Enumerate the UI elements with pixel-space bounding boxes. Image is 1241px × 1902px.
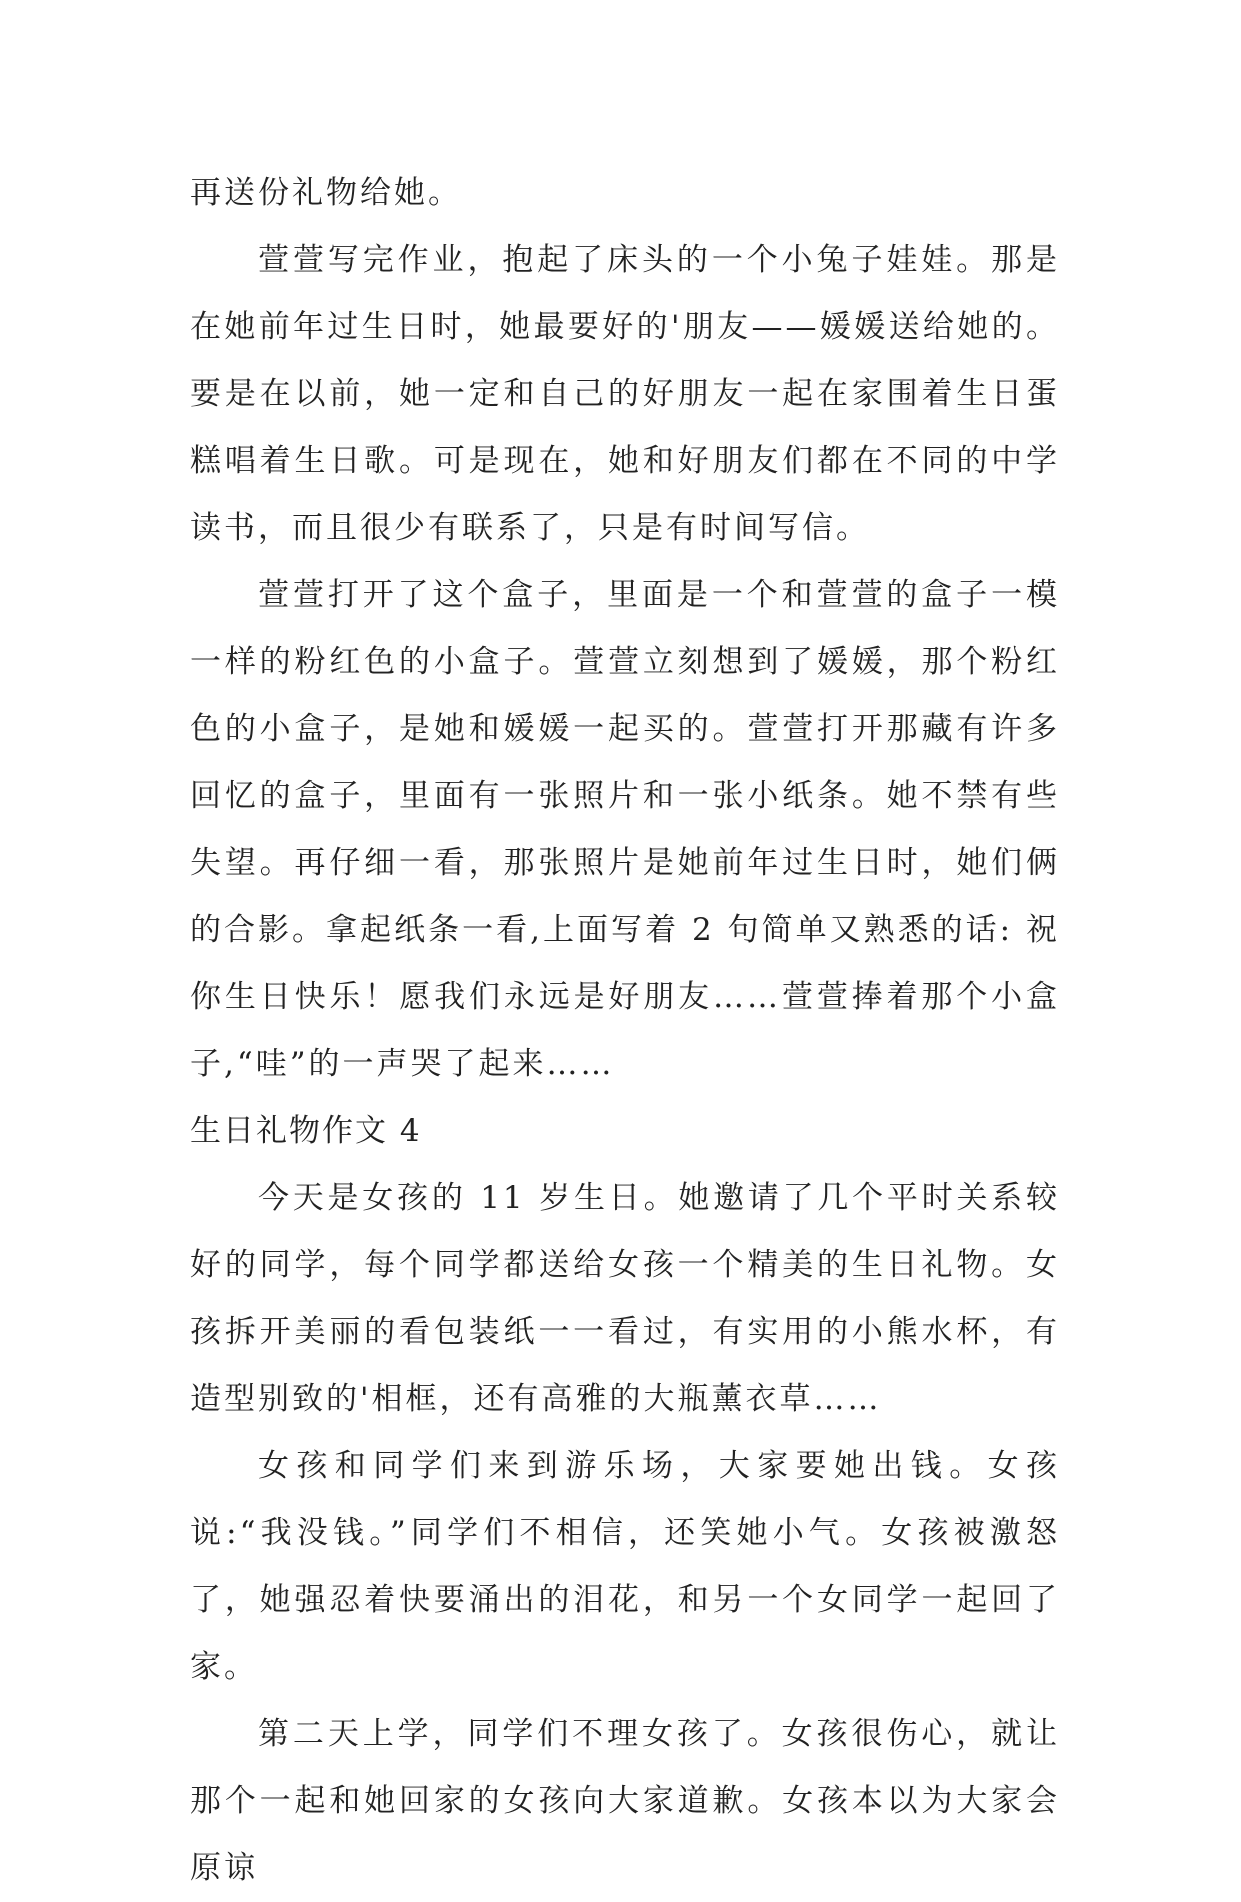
document-body bbox=[190, 160, 1060, 1902]
section-heading: 生日礼物作文 4 bbox=[190, 1113, 422, 1149]
paragraph-xuanxuan-homework: 萱萱写完作业，抱起了床头的一个小兔子娃娃。那是在她前年过生日时，她最要好的'朋友——媛媛送给她的。要是在以前，她一定和自己的好朋友一起在家围着生日蛋糕唱着生日歌。可是现在，她和好朋友们都在不同的中学读书，而且很少有联系了，只是有时间写信。 bbox=[190, 242, 1060, 546]
paragraph-next-day: 第二天上学，同学们不理女孩了。女孩很伤心，就让那个一起和她回家的女孩向大家道歉。女孩本以为大家会原谅 bbox=[190, 1716, 1060, 1886]
paragraph-amusement-park: 女孩和同学们来到游乐场，大家要她出钱。女孩说:“我没钱。”同学们不相信，还笑她小气。女孩被激怒了，她强忍着快要涌出的泪花，和另一个女同学一起回了家。 bbox=[190, 1448, 1060, 1685]
paragraph-xuanxuan-box: 萱萱打开了这个盒子，里面是一个和萱萱的盒子一模一样的粉红色的小盒子。萱萱立刻想到了媛媛，那个粉红色的小盒子，是她和媛媛一起买的。萱萱打开那藏有许多回忆的盒子，里面有一张照片和一张小纸条。她不禁有些失望。再仔细一看，那张照片是她前年过生日时，她们俩的合影。拿起纸条一看,上面写着 2 句简单又熟悉的话: 祝你生日快乐！愿我们永远是好朋友……萱萱捧着那个小盒子,“哇”的一声哭了起来…… bbox=[190, 577, 1060, 1082]
paragraph-continuation: 再送份礼物给她。 bbox=[190, 175, 462, 211]
paragraph-birthday-gifts: 今天是女孩的 11 岁生日。她邀请了几个平时关系较好的同学，每个同学都送给女孩一个精美的生日礼物。女孩拆开美丽的看包装纸一一看过，有实用的小熊水杯，有造型别致的'相框，还有高雅的大瓶薰衣草…… bbox=[190, 1180, 1060, 1417]
